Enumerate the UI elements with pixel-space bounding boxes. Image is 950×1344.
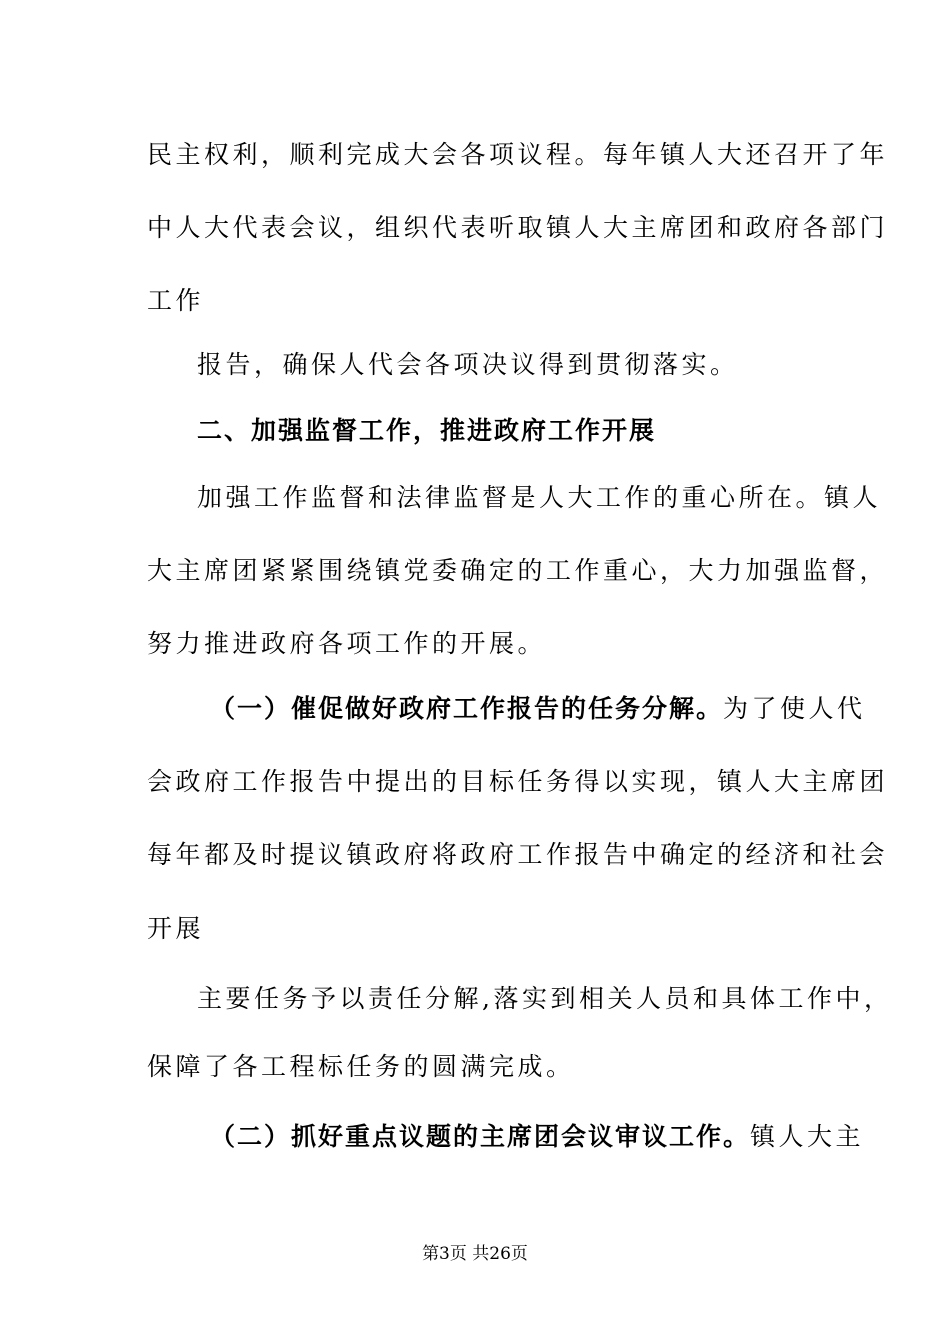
paragraph-line: 中人大代表会议，组织代表听取镇人大主席团和政府各部门 (147, 213, 889, 242)
paragraph-line: 每年都及时提议镇政府将政府工作报告中确定的经济和社会 (147, 840, 889, 869)
section-heading: 二、加强监督工作，推进政府工作开展 (197, 416, 657, 445)
paragraph-line: 开展 (147, 914, 205, 943)
paragraph-line (210, 1120, 864, 1154)
paragraph-line: 努力推进政府各项工作的开展。 (147, 629, 547, 658)
paragraph-line: 大主席团紧紧围绕镇党委确定的工作重心，大力加强监督， (147, 556, 889, 585)
paragraph-text: 为了使人代 (723, 694, 866, 723)
page-footer: 第3页 共26页 (422, 1244, 528, 1264)
paragraph-line: 保障了各工程标任务的圆满完成。 (147, 1052, 575, 1081)
subsection-heading: （一）催促做好政府工作报告的任务分解。 (210, 694, 724, 723)
paragraph-line: 工作 (147, 286, 205, 315)
paragraph-text: 镇人大主 (750, 1122, 865, 1151)
subsection-heading: （二）抓好重点议题的主席团会议审议工作。 (210, 1122, 751, 1151)
paragraph-line: 会政府工作报告中提出的目标任务得以实现，镇人大主席团 (147, 767, 889, 796)
paragraph-line: 民主权利，顺利完成大会各项议程。每年镇人大还召开了年 (147, 140, 889, 169)
paragraph-line: 主要任务予以责任分解,落实到相关人员和具体工作中， (197, 984, 893, 1013)
paragraph-line (210, 692, 866, 726)
paragraph-line: 加强工作监督和法律监督是人大工作的重心所在。镇人 (197, 483, 882, 512)
paragraph-line: 报告，确保人代会各项决议得到贯彻落实。 (197, 350, 739, 379)
